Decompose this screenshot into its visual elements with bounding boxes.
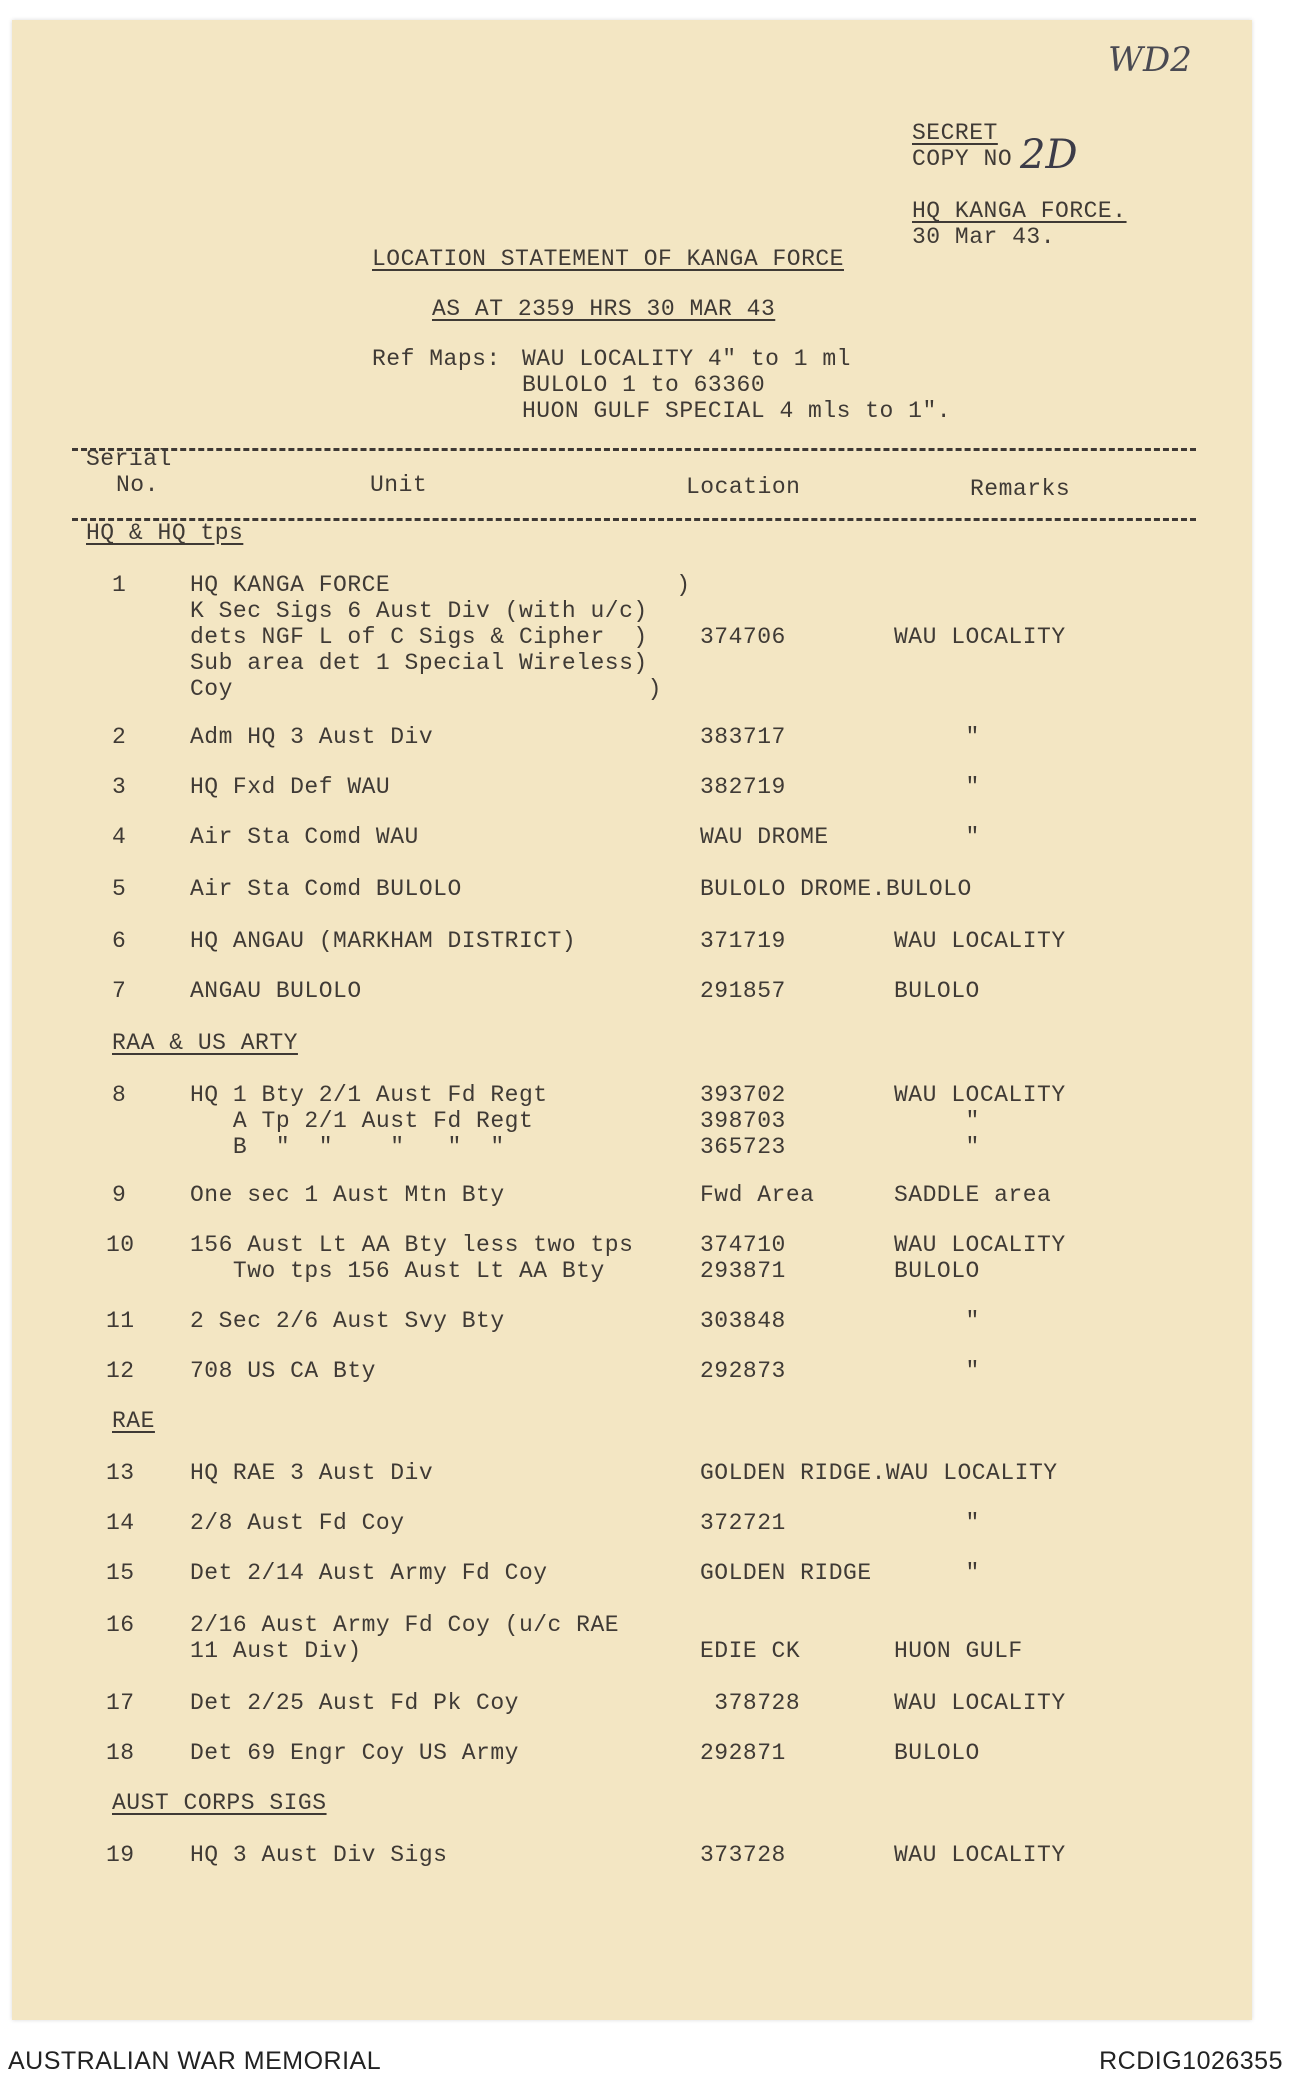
row-unit: Air Sta Comd WAU <box>190 824 419 850</box>
column-header-unit: Unit <box>370 472 428 498</box>
column-header-location: Location <box>686 474 801 500</box>
row-unit: HQ RAE 3 Aust Div <box>190 1460 434 1486</box>
row-unit: Coy ) <box>190 676 662 702</box>
row-serial: 7 <box>112 978 127 1004</box>
footer-institution: AUSTRALIAN WAR MEMORIAL <box>8 2047 382 2075</box>
row-remarks: WAU LOCALITY <box>894 1232 1066 1258</box>
row-remarks: " <box>894 824 980 850</box>
section-title: HQ & HQ tps <box>86 520 244 546</box>
row-unit: Det 2/25 Aust Fd Pk Coy <box>190 1690 519 1716</box>
row-unit: Det 69 Engr Coy US Army <box>190 1740 519 1766</box>
row-location: 378728 <box>700 1690 801 1716</box>
row-location: GOLDEN RIDGE <box>700 1560 872 1586</box>
row-serial: 11 <box>106 1308 135 1334</box>
row-remarks: WAU LOCALITY <box>894 1842 1066 1868</box>
row-remarks: " <box>894 1308 980 1334</box>
row-unit: ANGAU BULOLO <box>190 978 362 1004</box>
footer-reference-id: RCDIG1026355 <box>1099 2047 1283 2075</box>
section-title: AUST CORPS SIGS <box>112 1790 327 1816</box>
row-location: EDIE CK <box>700 1638 801 1664</box>
copy-no-label: COPY NO <box>912 146 1013 172</box>
row-location: 383717 <box>700 724 786 750</box>
row-unit: HQ Fxd Def WAU <box>190 774 391 800</box>
row-remarks: BULOLO <box>894 1740 980 1766</box>
row-serial: 14 <box>106 1510 135 1536</box>
row-unit: 156 Aust Lt AA Bty less two tps <box>190 1232 634 1258</box>
ref-map-line: HUON GULF SPECIAL 4 mls to 1". <box>522 398 952 424</box>
row-location: GOLDEN RIDGE.WAU LOCALITY <box>700 1460 1058 1486</box>
ref-map-line: WAU LOCALITY 4" to 1 ml <box>522 346 851 372</box>
table-top-rule <box>72 448 1196 451</box>
row-remarks: WAU LOCALITY <box>894 624 1066 650</box>
row-unit: 2 Sec 2/6 Aust Svy Bty <box>190 1308 505 1334</box>
copy-no-handwritten: 2D <box>1020 132 1078 178</box>
row-location: BULOLO DROME.BULOLO <box>700 876 972 902</box>
row-location: 373728 <box>700 1842 786 1868</box>
row-location: 365723 <box>700 1134 786 1160</box>
column-header-remarks: Remarks <box>970 476 1071 502</box>
section-title: RAE <box>112 1408 155 1434</box>
row-remarks: BULOLO <box>894 978 980 1004</box>
row-serial: 10 <box>106 1232 135 1258</box>
hq-kanga-force: HQ KANGA FORCE. <box>912 198 1127 224</box>
secret-label: SECRET <box>912 120 998 146</box>
ref-map-line: BULOLO 1 to 63360 <box>522 372 766 398</box>
row-serial: 17 <box>106 1690 135 1716</box>
row-unit: HQ 3 Aust Div Sigs <box>190 1842 448 1868</box>
row-remarks: " <box>894 774 980 800</box>
row-unit: K Sec Sigs 6 Aust Div (with u/c) <box>190 598 648 624</box>
row-location: 291857 <box>700 978 786 1004</box>
row-remarks: " <box>894 1108 980 1134</box>
handwritten-reference: WD2 <box>1108 40 1192 80</box>
row-serial: 3 <box>112 774 127 800</box>
row-serial: 19 <box>106 1842 135 1868</box>
row-location: 374710 <box>700 1232 786 1258</box>
row-serial: 8 <box>112 1082 127 1108</box>
row-remarks: " <box>894 1560 980 1586</box>
row-unit: B " " " " " <box>190 1134 505 1160</box>
row-location: 371719 <box>700 928 786 954</box>
row-location: 372721 <box>700 1510 786 1536</box>
row-location: 374706 <box>700 624 786 650</box>
row-unit: Det 2/14 Aust Army Fd Coy <box>190 1560 548 1586</box>
row-serial: 15 <box>106 1560 135 1586</box>
document-subtitle: AS AT 2359 HRS 30 MAR 43 <box>432 296 776 322</box>
row-serial: 18 <box>106 1740 135 1766</box>
row-unit: Sub area det 1 Special Wireless) <box>190 650 648 676</box>
row-remarks: HUON GULF <box>894 1638 1023 1664</box>
row-serial: 6 <box>112 928 127 954</box>
column-header-serial: Serial <box>86 446 172 472</box>
row-serial: 16 <box>106 1612 135 1638</box>
row-unit: 2/16 Aust Army Fd Coy (u/c RAE <box>190 1612 620 1638</box>
row-remarks: SADDLE area <box>894 1182 1052 1208</box>
row-unit: HQ 1 Bty 2/1 Aust Fd Regt <box>190 1082 548 1108</box>
row-remarks: WAU LOCALITY <box>894 1690 1066 1716</box>
header-date: 30 Mar 43. <box>912 224 1056 250</box>
row-serial: 13 <box>106 1460 135 1486</box>
row-location: 293871 <box>700 1258 786 1284</box>
row-serial: 12 <box>106 1358 135 1384</box>
row-location: 292873 <box>700 1358 786 1384</box>
document-title: LOCATION STATEMENT OF KANGA FORCE <box>372 246 844 272</box>
row-serial: 1 <box>112 572 127 598</box>
row-unit: dets NGF L of C Sigs & Cipher ) <box>190 624 648 650</box>
row-remarks: " <box>894 1510 980 1536</box>
row-unit: 11 Aust Div) <box>190 1638 362 1664</box>
column-header-serial-no: No. <box>116 472 159 498</box>
row-location: 303848 <box>700 1308 786 1334</box>
row-remarks: WAU LOCALITY <box>894 1082 1066 1108</box>
row-unit: HQ ANGAU (MARKHAM DISTRICT) <box>190 928 577 954</box>
row-unit: Adm HQ 3 Aust Div <box>190 724 434 750</box>
row-unit: A Tp 2/1 Aust Fd Regt <box>190 1108 534 1134</box>
row-unit: 2/8 Aust Fd Coy <box>190 1510 405 1536</box>
row-location: 292871 <box>700 1740 786 1766</box>
row-serial: 4 <box>112 824 127 850</box>
row-serial: 5 <box>112 876 127 902</box>
row-remarks: " <box>894 1134 980 1160</box>
row-remarks: BULOLO <box>894 1258 980 1284</box>
row-remarks: " <box>894 724 980 750</box>
row-unit: Two tps 156 Aust Lt AA Bty <box>190 1258 605 1284</box>
section-title: RAA & US ARTY <box>112 1030 298 1056</box>
row-unit: HQ KANGA FORCE ) <box>190 572 691 598</box>
row-location: 382719 <box>700 774 786 800</box>
row-location: WAU DROME <box>700 824 829 850</box>
row-unit: Air Sta Comd BULOLO <box>190 876 462 902</box>
row-serial: 9 <box>112 1182 127 1208</box>
row-remarks: WAU LOCALITY <box>894 928 1066 954</box>
ref-maps-label: Ref Maps: <box>372 346 501 372</box>
row-location: 393702 <box>700 1082 786 1108</box>
row-unit: 708 US CA Bty <box>190 1358 376 1384</box>
row-location: Fwd Area <box>700 1182 815 1208</box>
row-remarks: " <box>894 1358 980 1384</box>
row-serial: 2 <box>112 724 127 750</box>
row-unit: One sec 1 Aust Mtn Bty <box>190 1182 505 1208</box>
row-location: 398703 <box>700 1108 786 1134</box>
